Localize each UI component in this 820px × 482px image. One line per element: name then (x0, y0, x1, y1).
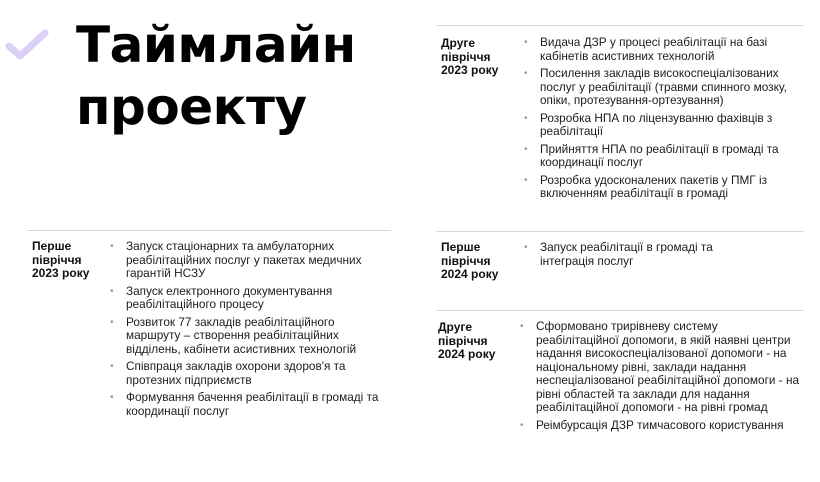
milestone-list (110, 240, 386, 422)
title-line-2: проекту (76, 78, 307, 136)
list-item: • Розробка удосконалених пакетів у ПМГ із включенням реабілітації в громаді (524, 174, 802, 201)
list-item: • Прийняття НПА по реабілітації в громаді та координації послуг (524, 143, 802, 170)
list-item: • Сформовано трирівневу систему реабілітаційної допомоги, в якій наявні центри надання високоспеціалізованої допомоги - на національному рівні, заклади надання неспеціалізованої реабілітаційної допомоги - на рівні областей та заклади для надання реабілітаційної допомоги - на рівні громад (520, 320, 802, 415)
timeline-block-h2-2023 (436, 25, 804, 216)
page-title (76, 14, 396, 138)
check-icon (4, 28, 50, 64)
timeline-block-h1-2024 (436, 231, 804, 302)
timeline-block-h1-2023 (27, 230, 391, 431)
period-label: Друге півріччя 2023 року (441, 36, 499, 77)
list-item: • Запуск електронного документування реабілітаційного процесу (110, 285, 386, 312)
title-line-1: Таймлайн (76, 16, 356, 74)
period-label: Друге півріччя 2024 року (438, 320, 496, 361)
list-item: • Видача ДЗР у процесі реабілітації на базі кабінетів асистивних технологій (524, 36, 802, 63)
list-item: • Реімбурсація ДЗР тимчасового користування (520, 419, 802, 433)
list-item: • Запуск стаціонарних та амбулаторних реабілітаційних послуг у пакетах медичних гарантій НСЗУ (110, 240, 386, 281)
list-item: • Формування бачення реабілітації в громаді та координації послуг (110, 391, 386, 418)
list-item: • Розвиток 77 закладів реабілітаційного маршруту – створення реабілітаційних відділень, кабінети асистивних технологій (110, 316, 386, 357)
list-item: • Розробка НПА по ліцензуванню фахівців з реабілітації (524, 112, 802, 139)
period-label: Перше півріччя 2024 року (441, 240, 499, 281)
list-item: • Посилення закладів високоспеціалізованих послуг у реабілітації (травми спинного мозку, опіки, протезування-ортезування) (524, 67, 802, 108)
milestone-list (524, 241, 724, 272)
timeline-block-h2-2024 (436, 310, 804, 451)
list-item: • Співпраця закладів охорони здоров'я та протезних підприємств (110, 360, 386, 387)
period-label: Перше півріччя 2023 року (32, 239, 90, 280)
list-item: • Запуск реабілітації в громаді та інтеграція послуг (524, 241, 724, 268)
milestone-list (520, 320, 802, 436)
milestone-list (524, 36, 802, 205)
